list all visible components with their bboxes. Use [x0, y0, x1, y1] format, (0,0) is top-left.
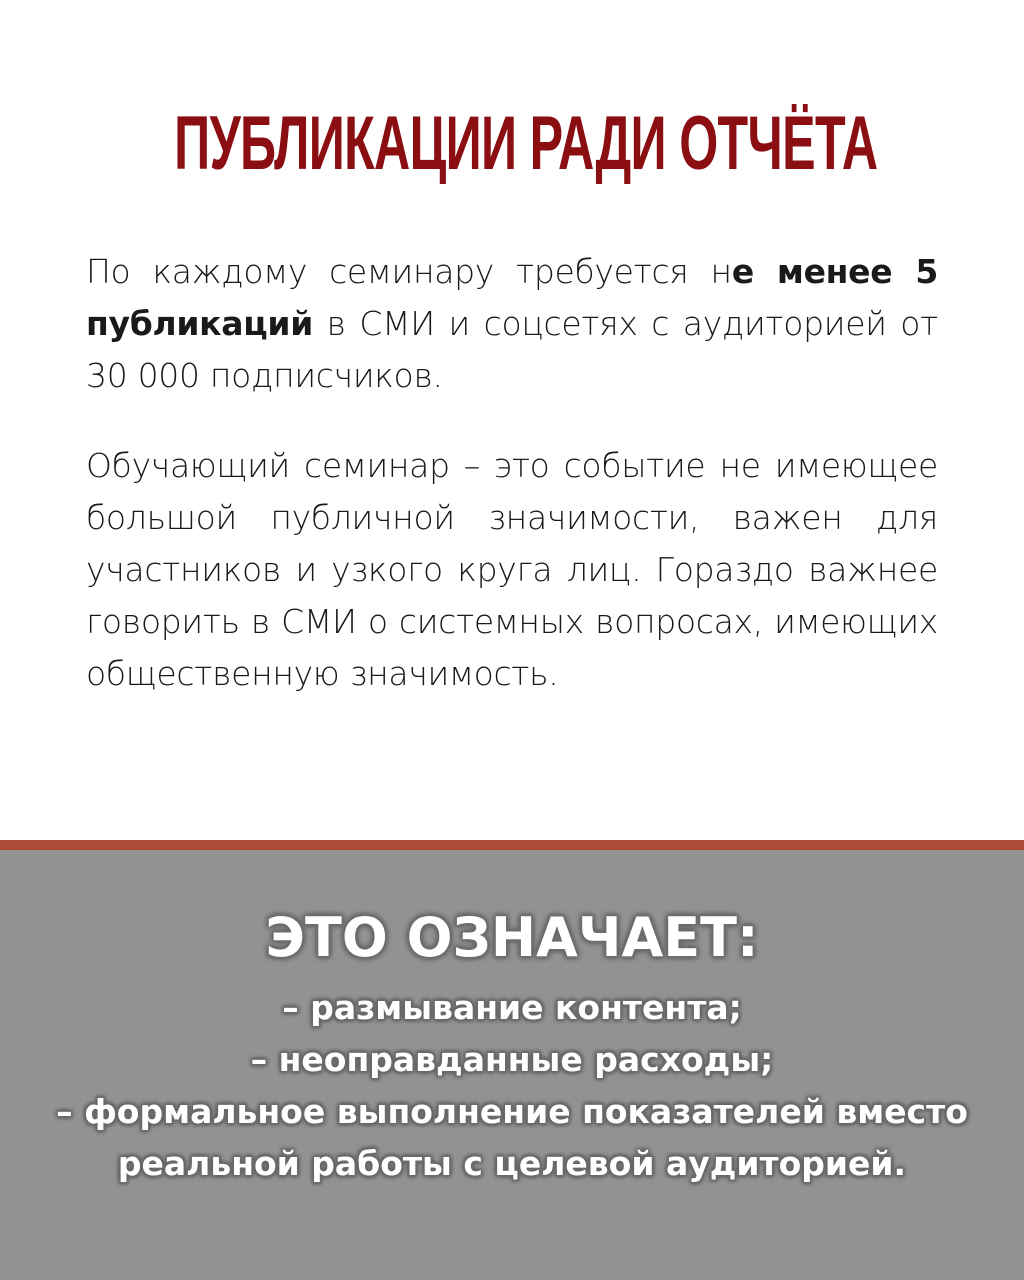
section-divider: [0, 840, 1024, 850]
conclusion-title: ЭТО ОЗНАЧАЕТ:: [265, 906, 759, 969]
requirement-paragraph: [86, 246, 938, 402]
explanation-paragraph: Обучающий семинар – это событие не имеющее большой публичной значимости, важен для участников и узкого круга лиц. Гораздо важнее говорить в СМИ о системных вопросах, имеющих общественную значимость.: [86, 446, 938, 693]
page-title: ПУБЛИКАЦИИ РАДИ ОТЧЁТА: [174, 101, 878, 186]
conclusion-item: – размывание контента;: [282, 988, 742, 1027]
conclusion-item: – формальное выполнение показателей вместо: [56, 1092, 968, 1131]
requirement-text-start: По каждому семинару требуется н: [86, 252, 732, 291]
conclusion-item: – неоправданные расходы;: [250, 1040, 774, 1079]
requirement-text-end: в СМИ и соцсетях с аудиторией от 30 000 подписчиков.: [86, 304, 938, 395]
conclusion-list: [0, 982, 1024, 1190]
requirement-emphasis: е менее 5 публикаций: [86, 252, 938, 343]
conclusion-item: реальной работы с целевой аудиторией.: [117, 1144, 907, 1183]
